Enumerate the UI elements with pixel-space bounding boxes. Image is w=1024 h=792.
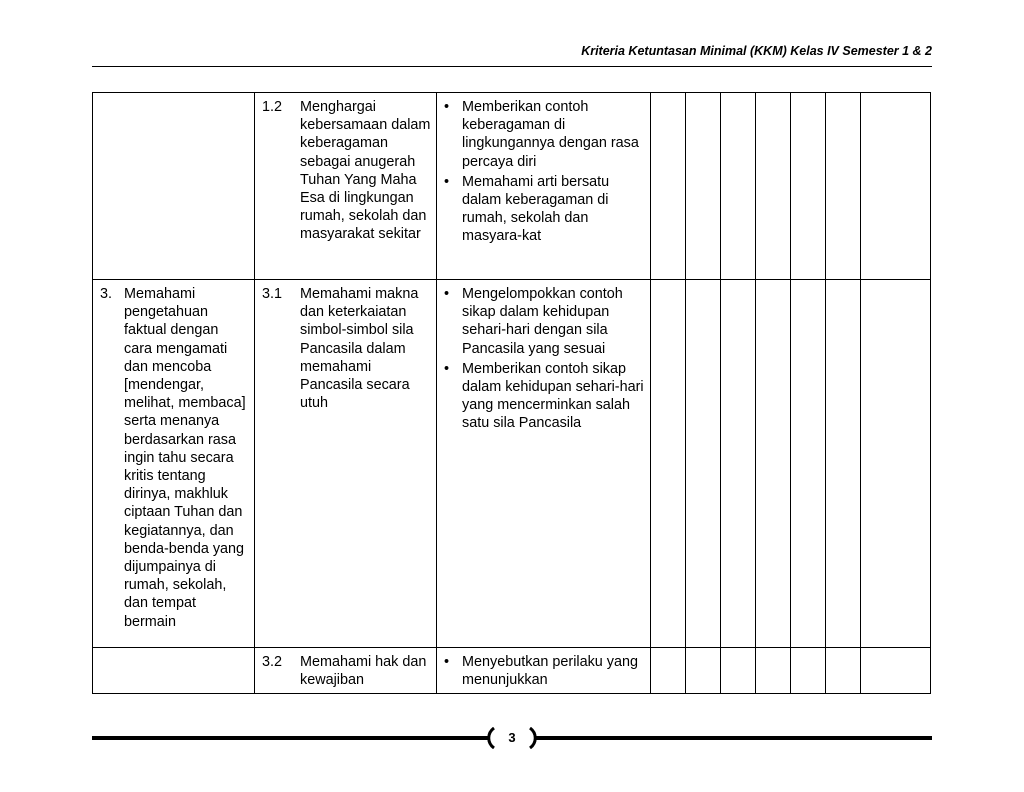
indicator-text: Menyebutkan perilaku yang menunjukkan bbox=[462, 654, 638, 689]
score-cell bbox=[861, 93, 931, 280]
score-cell bbox=[686, 280, 721, 648]
bullet-icon: • bbox=[444, 99, 450, 115]
kd-number: 1.2 bbox=[262, 99, 283, 115]
table-row bbox=[93, 648, 931, 694]
kd-text: Memahami hak dan kewajiban bbox=[300, 654, 427, 689]
kd-cell bbox=[255, 280, 437, 648]
kd-number: 3.2 bbox=[262, 654, 283, 670]
score-cell bbox=[826, 93, 861, 280]
header-rule bbox=[92, 66, 932, 67]
indicator-cell bbox=[437, 93, 651, 280]
score-cell bbox=[826, 648, 861, 694]
kd-cell bbox=[255, 93, 437, 280]
indicator-cell bbox=[437, 648, 651, 694]
score-cell bbox=[861, 280, 931, 648]
score-cell bbox=[756, 648, 791, 694]
score-cell bbox=[651, 93, 686, 280]
score-cell bbox=[686, 648, 721, 694]
list-item bbox=[444, 285, 645, 358]
score-cell bbox=[791, 93, 826, 280]
ki-cell bbox=[93, 648, 255, 694]
footer-rule-right bbox=[534, 736, 932, 740]
table-row bbox=[93, 93, 931, 280]
page-number: 3 bbox=[508, 730, 516, 745]
list-item bbox=[444, 98, 645, 171]
score-cell bbox=[686, 93, 721, 280]
list-item bbox=[444, 360, 645, 433]
kd-text: Memahami makna dan keterkaiatan simbol-simbol sila Pancasila dalam memahami Pancasila secara utuh bbox=[300, 286, 419, 412]
kd-number: 3.1 bbox=[262, 286, 283, 302]
bullet-icon: • bbox=[444, 286, 450, 302]
ki-number: 3. bbox=[100, 286, 113, 302]
list-item bbox=[444, 653, 645, 689]
indicator-text: Memberikan contoh keberagaman di lingkungannya dengan rasa percaya diri bbox=[462, 99, 639, 170]
bullet-icon: • bbox=[444, 654, 450, 670]
page-number-badge bbox=[484, 727, 540, 749]
indicator-text: Memberikan contoh sikap dalam kehidupan sehari-hari yang mencerminkan salah satu sila Pancasila bbox=[462, 360, 644, 432]
score-cell bbox=[651, 648, 686, 694]
score-cell bbox=[651, 280, 686, 648]
score-cell bbox=[756, 280, 791, 648]
kd-text: Menghargai kebersamaan dalam keberagaman sebagai anugerah Tuhan Yang Maha Esa di lingkungan rumah, sekolah dan masyarakat sekitar bbox=[300, 99, 431, 243]
score-cell bbox=[791, 280, 826, 648]
page-header-title: Kriteria Ketuntasan Minimal (KKM) Kelas IV Semester 1 & 2 bbox=[581, 44, 932, 58]
kkm-table bbox=[92, 92, 931, 694]
bullet-icon: • bbox=[444, 173, 450, 190]
footer-rule-left bbox=[92, 736, 490, 740]
score-cell bbox=[756, 93, 791, 280]
ki-text: Memahami pengetahuan faktual dengan cara mengamati dan mencoba [mendengar, melihat, membaca] serta menanya berdasarkan rasa ingin tahu secara kritis tentang dirinya, makhluk ciptaan Tuhan dan kegiatannya, dan benda-benda yang dijumpainya di rumah, sekolah, dan tempat bermain bbox=[124, 286, 246, 630]
list-item bbox=[444, 173, 645, 246]
table-row bbox=[93, 280, 931, 648]
indicator-cell bbox=[437, 280, 651, 648]
score-cell bbox=[861, 648, 931, 694]
score-cell bbox=[721, 93, 756, 280]
ki-cell bbox=[93, 280, 255, 648]
indicator-text: Mengelompokkan contoh sikap dalam kehidupan sehari-hari dengan sila Pancasila yang sesuai bbox=[462, 286, 623, 357]
score-cell bbox=[721, 648, 756, 694]
bullet-icon: • bbox=[444, 360, 450, 377]
score-cell bbox=[826, 280, 861, 648]
score-cell bbox=[791, 648, 826, 694]
ki-cell bbox=[93, 93, 255, 280]
score-cell bbox=[721, 280, 756, 648]
indicator-text: Memahami arti bersatu dalam keberagaman di rumah, sekolah dan masyara-kat bbox=[462, 173, 610, 245]
kd-cell bbox=[255, 648, 437, 694]
